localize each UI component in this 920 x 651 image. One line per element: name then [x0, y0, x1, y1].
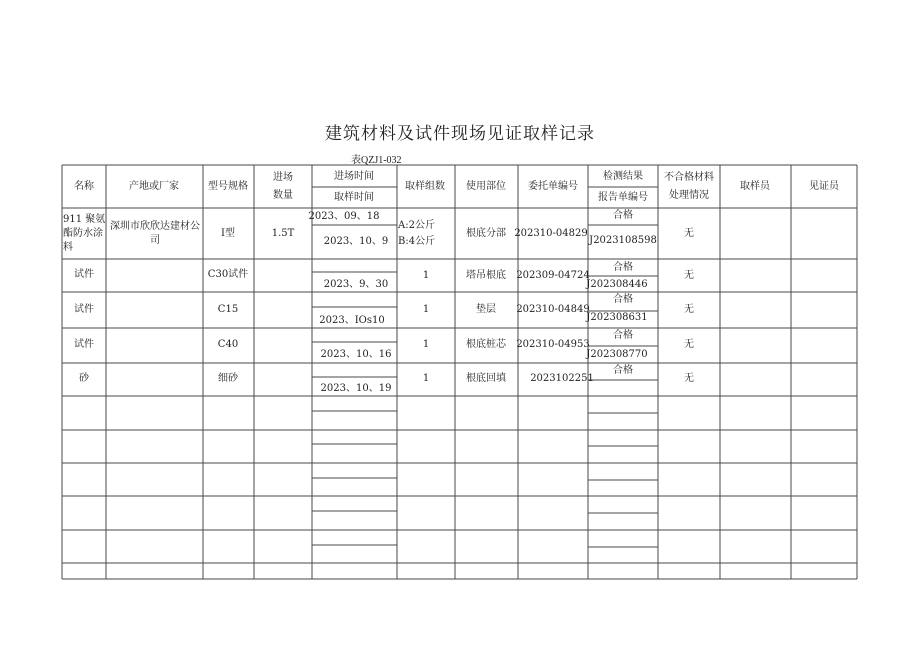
row5-disposal: 无 [684, 373, 694, 384]
row4-groups: 1 [422, 339, 430, 350]
header-location: 使用部位 [466, 181, 506, 192]
row1-origin: 深圳市欣欣达建材公司 [110, 221, 200, 246]
header-qty-line1: 进场 [273, 172, 293, 183]
row2-model: C30试件 [207, 269, 249, 280]
row5-sample-time: 2023、10、19 [320, 383, 392, 394]
row1-disposal: 无 [684, 228, 694, 239]
row5-order-no: 2023102251 [530, 373, 594, 384]
row2-sample-time: 2023、9、30 [323, 279, 389, 290]
row1-qty: 1.5T [271, 228, 295, 239]
row4-location: 根底桩芯 [466, 339, 506, 350]
header-result: 检测结果 [603, 171, 643, 182]
row4-result: 合格 [613, 330, 633, 341]
row5-model: 细砂 [218, 373, 238, 384]
row3-model: C15 [217, 304, 239, 315]
page-title: 建筑材料及试件现场见证取样记录 [325, 124, 595, 144]
row2-report-no: J202308446 [586, 279, 648, 290]
row3-result: 合格 [613, 294, 633, 305]
row5-groups: 1 [422, 373, 430, 384]
row1-result: 合格 [613, 210, 633, 221]
row4-order-no: 202310-04953 [516, 339, 590, 350]
header-witness: 见证员 [809, 181, 839, 192]
header-entry-time: 进场时间 [334, 171, 374, 182]
row2-groups: 1 [422, 270, 430, 281]
row1-sample-time: 2023、10、9 [323, 236, 389, 247]
row3-location: 垫层 [476, 304, 496, 315]
row1-groups-a: A:2公斤 [398, 220, 435, 231]
row3-name: 试件 [74, 304, 94, 315]
header-disposal-line2: 处理情况 [669, 190, 709, 201]
row3-groups: 1 [422, 304, 430, 315]
row1-order-no: 202310-04829 [514, 228, 588, 239]
header-sample-time: 取样时间 [334, 192, 374, 203]
row1-entry-time: 2023、09、18 [308, 211, 380, 222]
header-model: 型号规格 [208, 181, 248, 192]
row1-report-no: J2023108598 [589, 235, 657, 246]
row5-name: 砂 [79, 373, 89, 384]
row1-location: 根底分部 [466, 228, 506, 239]
header-origin: 产地或厂家 [129, 181, 179, 192]
row2-name: 试件 [74, 269, 94, 280]
row4-disposal: 无 [684, 339, 694, 350]
row4-model: C40 [217, 339, 239, 350]
row3-order-no: 202310-04849 [516, 304, 590, 315]
row3-report-no: J202308631 [586, 312, 648, 323]
row2-result: 合格 [613, 262, 633, 273]
row2-disposal: 无 [684, 270, 694, 281]
row2-order-no: 202309-04724 [516, 270, 590, 281]
header-qty-line2: 数量 [273, 190, 293, 201]
header-order-no: 委托单编号 [528, 181, 578, 192]
row1-model: I型 [221, 228, 235, 239]
header-disposal-line1: 不合格材料 [664, 172, 714, 183]
header-report-no: 报告单编号 [598, 192, 648, 203]
row1-groups-b: B:4公斤 [398, 236, 436, 247]
row1-name: 911 聚氨酯防水涂料 [63, 214, 106, 253]
row5-result: 合格 [613, 365, 633, 376]
row4-name: 试件 [74, 339, 94, 350]
row5-location: 根底回填 [466, 373, 506, 384]
row3-sample-time: 2023、IOs10 [319, 315, 385, 326]
row4-report-no: J202308770 [586, 349, 648, 360]
row3-disposal: 无 [684, 304, 694, 315]
row2-location: 塔吊根底 [466, 270, 506, 281]
header-name: 名称 [74, 181, 94, 192]
form-code: 表QZJ1-032 [351, 155, 402, 166]
header-sampler: 取样员 [740, 181, 770, 192]
header-groups: 取样组数 [405, 181, 445, 192]
row4-sample-time: 2023、10、16 [320, 349, 392, 360]
